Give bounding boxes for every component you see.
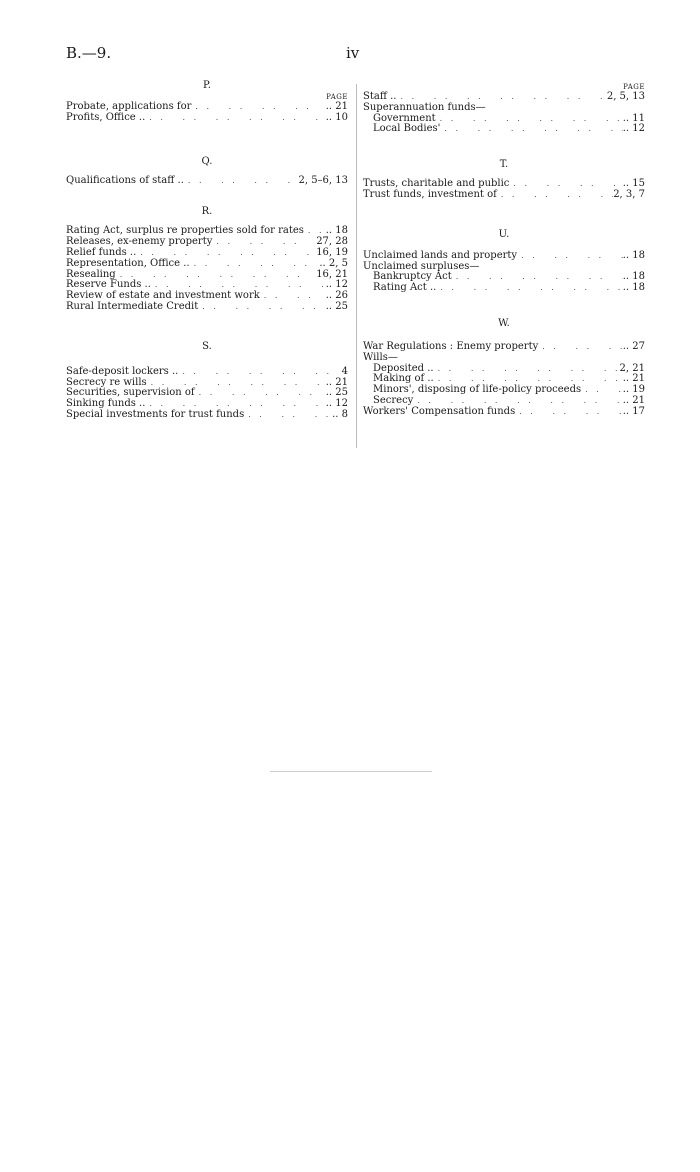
document-reference: B.—9.	[66, 44, 112, 62]
entry-page: .. 21	[325, 376, 348, 388]
entry-text: Making of ..	[373, 373, 434, 385]
entry-page: .. 12	[325, 398, 348, 410]
section-heading-u: U.	[498, 228, 510, 240]
entry-page: 16, 19	[316, 246, 348, 258]
entry-text: Profits, Office ..	[66, 111, 146, 123]
entry-text: Sinking funds ..	[66, 398, 146, 410]
index-entry-heading	[363, 103, 645, 114]
entry-page: .. 21	[622, 394, 645, 406]
entry-page: 4	[341, 365, 348, 377]
column-divider	[356, 84, 357, 448]
entry-text: Bankruptcy Act	[373, 271, 452, 283]
entry-text: Secrecy re wills	[66, 376, 147, 388]
index-entry	[363, 190, 645, 201]
entry-page: .. 18	[622, 271, 645, 283]
entry-page: 16, 21	[316, 268, 348, 280]
entry-page: .. 27	[622, 340, 645, 352]
entry-text: Deposited ..	[373, 362, 434, 374]
entry-page: .. 26	[325, 290, 348, 302]
entry-page: .. 2, 5	[319, 257, 348, 269]
index-column-left	[66, 80, 348, 421]
section-heading-p: P.	[203, 80, 211, 91]
entry-text: Releases, ex-enemy property	[66, 236, 213, 248]
entry-text: Safe-deposit lockers ..	[66, 365, 179, 377]
entry-text: Relief funds ..	[66, 246, 137, 258]
entry-text: Secrecy	[373, 394, 414, 406]
bottom-rule	[270, 771, 432, 772]
page-number: iv	[346, 44, 360, 62]
entry-page: .. 12	[622, 123, 645, 135]
entry-page: .. 21	[622, 373, 645, 385]
entry-page: 2, 5–6, 13	[298, 174, 348, 186]
entry-text: Workers' Compensation funds	[363, 405, 516, 417]
index-entry	[66, 367, 348, 378]
entry-text: Staff ..	[363, 91, 397, 102]
index-entry	[66, 259, 348, 270]
entry-text: Rural Intermediate Credit	[66, 300, 199, 312]
entry-page: .. 18	[622, 249, 645, 261]
entry-page: .. 11	[622, 112, 645, 124]
entry-text: Rating Act ..	[373, 282, 437, 294]
entry-text: Trust funds, investment of	[363, 188, 497, 200]
index-entry	[66, 113, 348, 124]
section-heading-r: R.	[201, 206, 213, 218]
entry-text: Special investments for trust funds	[66, 408, 245, 420]
entry-page: .. 17	[622, 405, 645, 417]
index-entry	[363, 283, 645, 294]
entry-page: .. 18	[622, 282, 645, 294]
entry-text: Minors', disposing of life-policy proceeds	[373, 384, 582, 396]
entry-page: .. 8	[332, 408, 348, 420]
index-entry	[363, 124, 645, 135]
entry-page: .. 12	[325, 279, 348, 291]
page-column-label: PAGE	[623, 83, 645, 91]
entry-page: .. 18	[325, 225, 348, 237]
index-entry	[66, 410, 348, 421]
index-entry	[363, 251, 645, 262]
index-column-right	[363, 80, 645, 418]
entry-page: 2, 21	[619, 362, 645, 374]
section-heading-w: W.	[498, 317, 510, 329]
entry-text: Unclaimed lands and property	[363, 249, 518, 261]
entry-text: Representation, Office ..	[66, 257, 190, 269]
entry-text: Local Bodies'	[373, 123, 441, 135]
page-column-label: PAGE	[326, 93, 348, 101]
entry-page: .. 10	[325, 111, 348, 123]
entry-page: 2, 5, 13	[606, 91, 645, 102]
entry-text: Government	[373, 112, 436, 124]
entry-page: .. 25	[325, 300, 348, 312]
index-entry	[66, 302, 348, 313]
index-entry	[66, 176, 348, 187]
entry-text: Unclaimed surpluses—	[363, 260, 480, 272]
entry-page: .. 19	[622, 384, 645, 396]
section-heading-s: S.	[202, 340, 212, 352]
entry-text: Superannuation funds—	[363, 101, 486, 113]
entry-page: 27, 28	[316, 236, 348, 248]
index-entry	[363, 407, 645, 418]
entry-text: Trusts, charitable and public	[363, 178, 510, 190]
entry-text: Rating Act, surplus re properties sold for rates	[66, 225, 304, 237]
index-entry	[363, 342, 645, 353]
entry-text: Resealing	[66, 268, 116, 280]
section-heading-t: T.	[499, 159, 509, 171]
entry-page: .. 21	[325, 101, 348, 112]
entry-text: Probate, applications for	[66, 101, 192, 112]
section-heading-q: Q.	[201, 155, 213, 167]
entry-text: Wills—	[363, 351, 398, 363]
entry-text: Review of estate and investment work	[66, 290, 260, 302]
entry-text: Reserve Funds ..	[66, 279, 151, 291]
entry-text: Securities, supervision of	[66, 387, 195, 399]
page-header	[0, 44, 700, 68]
entry-page: .. 25	[325, 387, 348, 399]
entry-page: .. 15	[622, 178, 645, 190]
entry-text: Qualifications of staff ..	[66, 174, 184, 186]
entry-page: 2, 3, 7	[613, 188, 645, 200]
entry-text: War Regulations : Enemy property	[363, 340, 539, 352]
index-entry-heading	[363, 353, 645, 364]
